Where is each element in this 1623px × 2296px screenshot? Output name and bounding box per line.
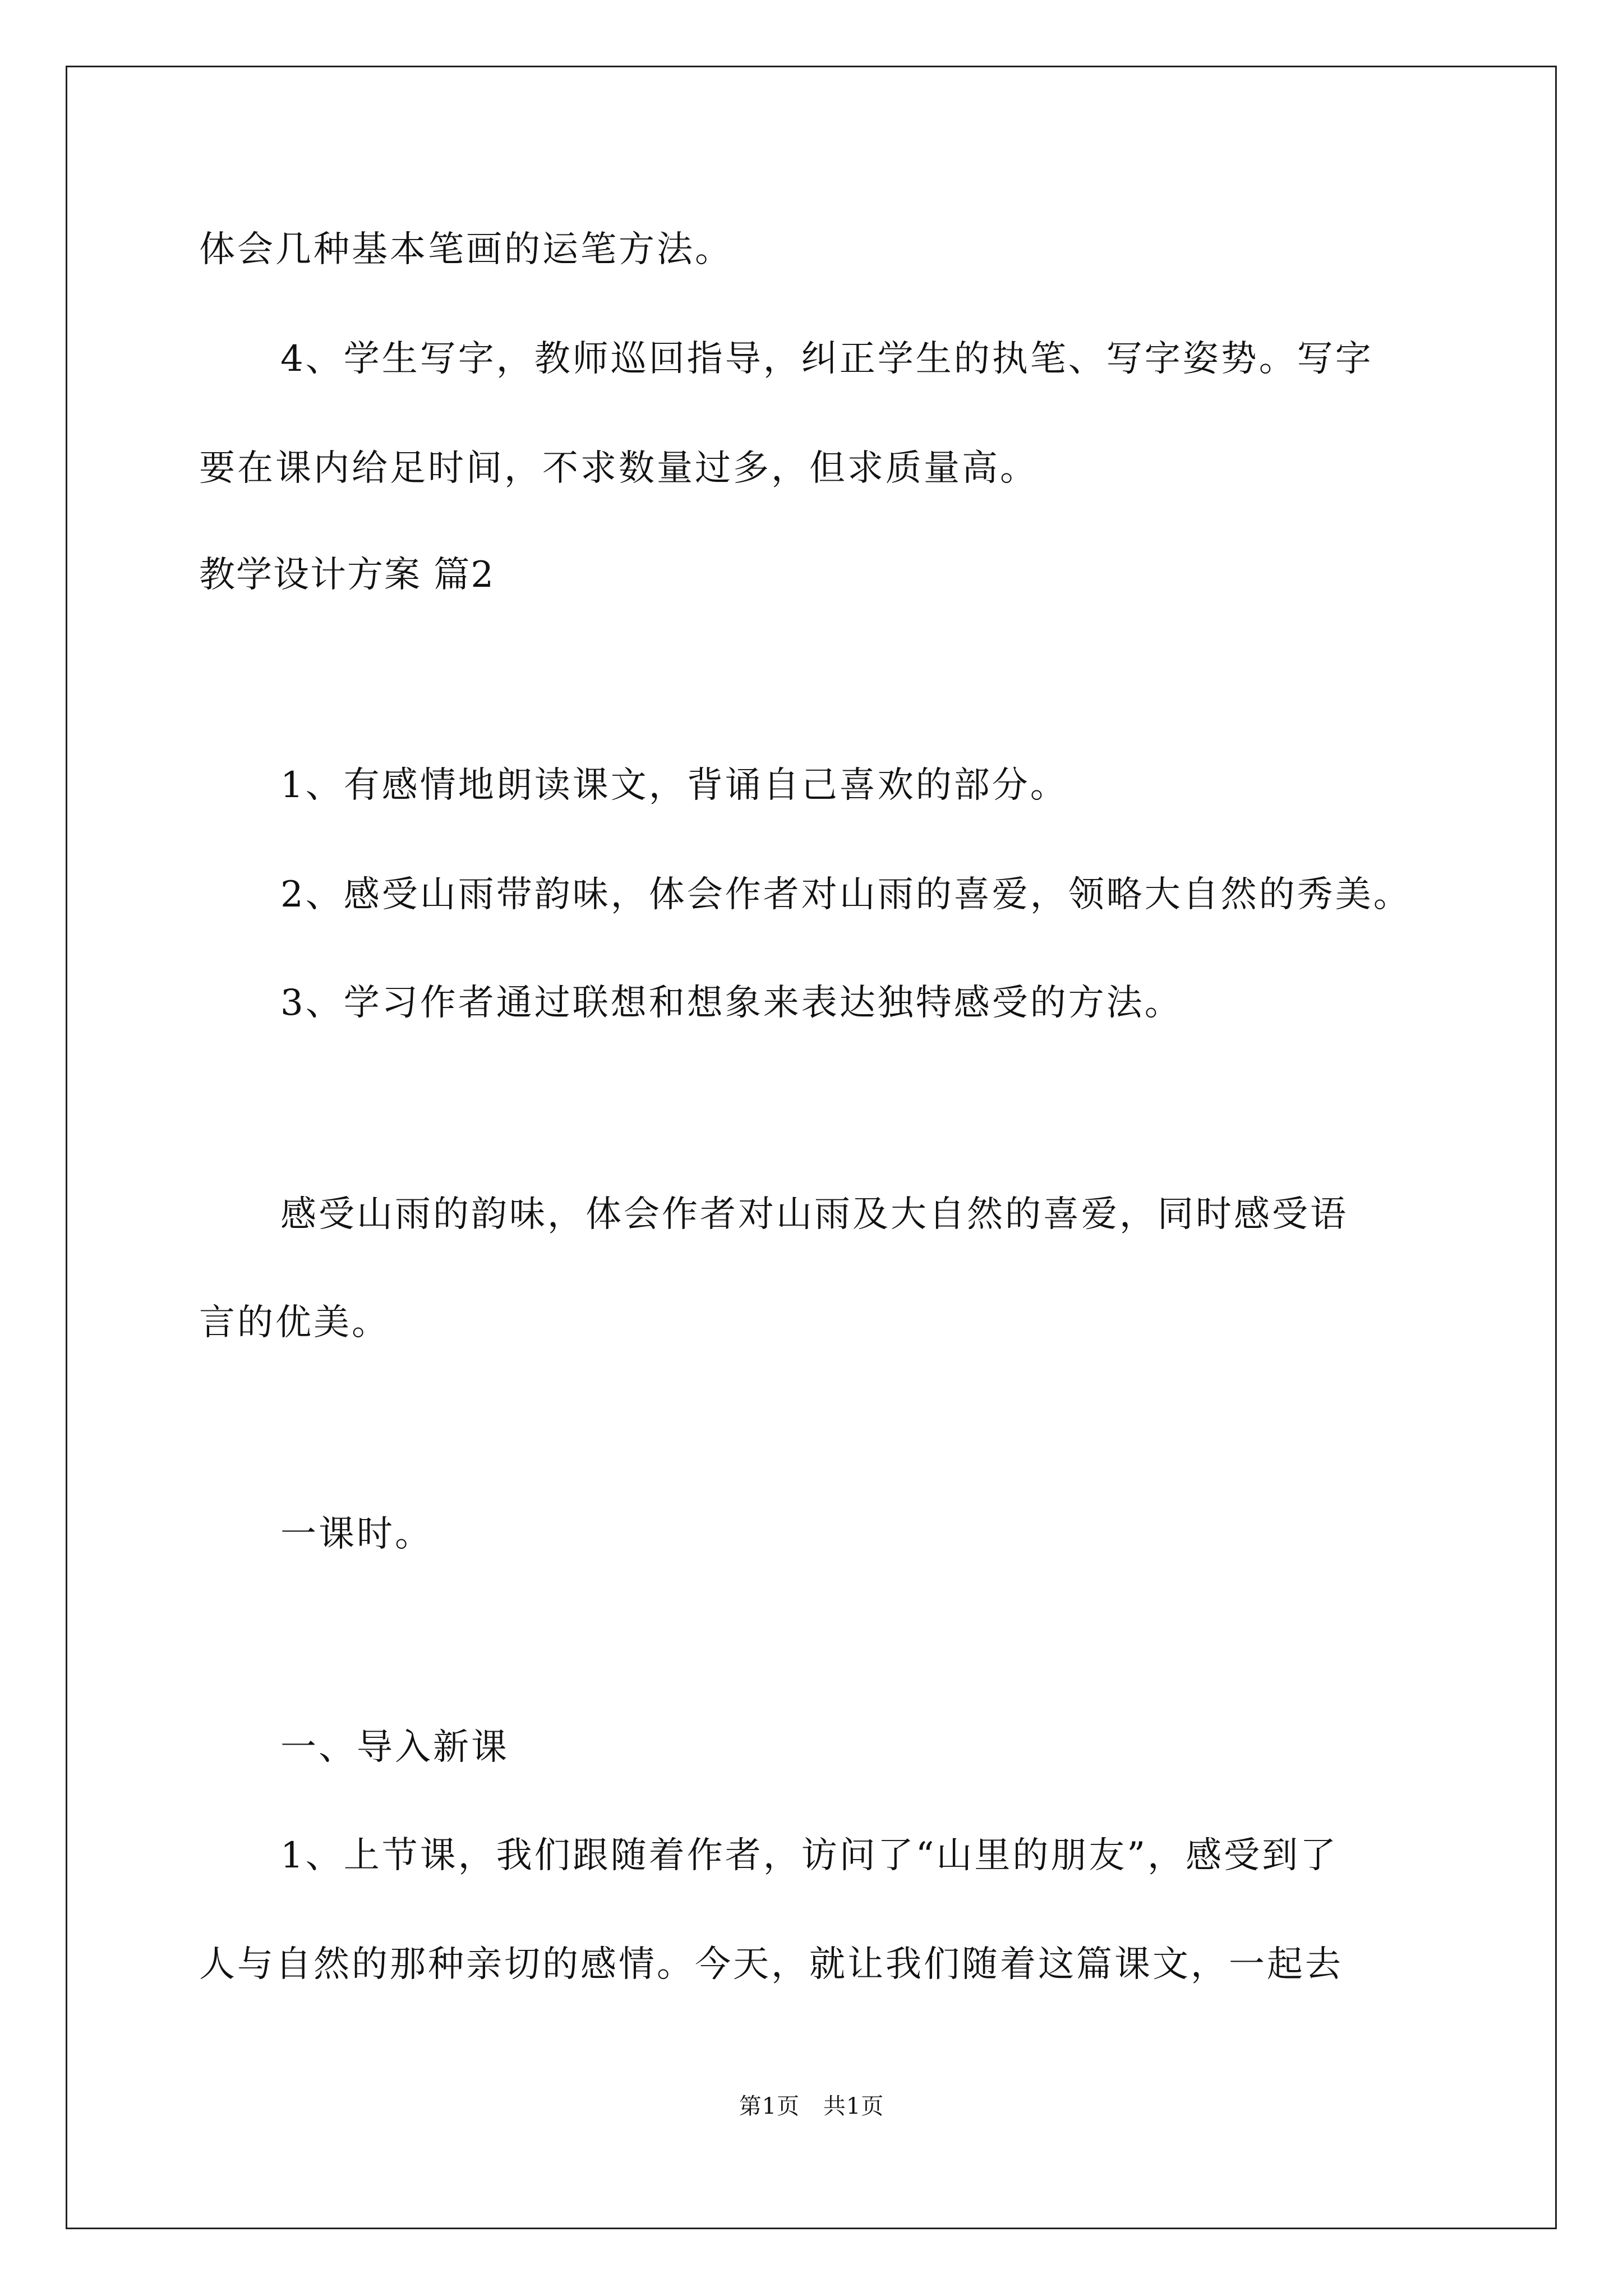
paragraph-line: 言的优美。 [199, 1302, 390, 1343]
page-footer [0, 2092, 1623, 2120]
paragraph-line: 感受山雨的韵味，体会作者对山雨及大自然的喜爱，同时感受语 [280, 1194, 1348, 1235]
paragraph-line: 1、上节课，我们跟随着作者，访问了“山里的朋友”，感受到了 [280, 1835, 1339, 1876]
objective-item: 2、感受山雨带韵味，体会作者对山雨的喜爱，领略大自然的秀美。 [280, 874, 1412, 915]
page-border [66, 66, 1557, 2229]
paragraph-line: 一课时。 [280, 1513, 433, 1555]
paragraph-line: 4、学生写字，教师巡回指导，纠正学生的执笔、写字姿势。写字 [280, 338, 1373, 380]
paragraph-line: 人与自然的那种亲切的感情。今天，就让我们随着这篇课文，一起去 [199, 1944, 1343, 1985]
page-total: 共1页 [823, 2093, 884, 2119]
paragraph-line: 体会几种基本笔画的运笔方法。 [199, 229, 733, 270]
section-heading: 教学设计方案 篇2 [199, 554, 495, 596]
objective-item: 3、学习作者通过联想和想象来表达独特感受的方法。 [280, 982, 1183, 1024]
paragraph-line: 要在课内给足时间，不求数量过多，但求质量高。 [199, 448, 1038, 489]
objective-item: 1、有感情地朗读课文，背诵自己喜欢的部分。 [280, 765, 1068, 806]
subsection-heading: 一、导入新课 [280, 1727, 509, 1768]
page-number: 第1页 [739, 2093, 800, 2119]
